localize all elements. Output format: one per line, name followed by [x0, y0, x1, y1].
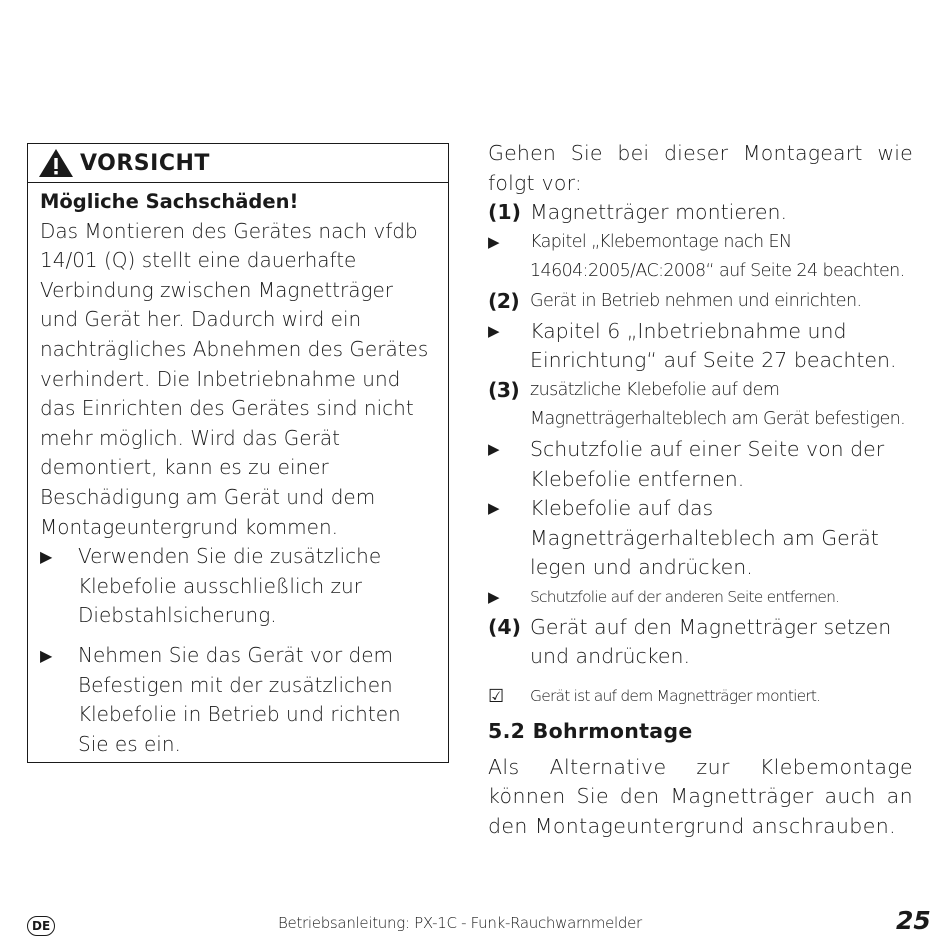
- section-text: Als Alternative zur Klebemontage können Sie den Magnetträger auch an den Montageuntergrund anschrauben.: [488, 754, 913, 839]
- footer-title: Betriebsanleitung: PX-1C - Funk-Rauchwarnmelder: [278, 914, 642, 932]
- warning-bullet: ▶ Verwenden Sie die zusätzliche Klebefolie ausschließlich zur Diebstahlsicherung.: [40, 544, 382, 628]
- bullet-arrow-icon: ▶: [40, 547, 53, 567]
- section-heading: 5.2 Bohrmontage: [488, 719, 693, 744]
- step-2-bullet: ▶ Kapitel 6 „Inbetriebnahme und Einrichtung“ auf Seite 27 beachten.: [488, 318, 897, 373]
- bullet-arrow-icon: ▶: [40, 645, 53, 665]
- bullet-arrow-icon: ▶: [488, 232, 499, 251]
- warning-text: Das Montieren des Gerätes nach vfdb 14/01 (Q) stellt eine dauerhafte Verbindung zwischen Magnetträger und Gerät her. Dadurch wird ein nachträgliches Abnehmen des Gerätes verhindert. Die Inbetriebnahme und das Einrichten des Gerätes sind nicht mehr möglich. Wird das Gerät demontiert, kann es zu einer Beschädigung am Gerät und dem Montageuntergrund kommen.: [40, 218, 429, 539]
- bullet-arrow-icon: ▶: [488, 321, 500, 340]
- step-3-bullet: ▶ Schutzfolie auf einer Seite von der Klebefolie entfernen.: [488, 436, 885, 491]
- step-3-bullet: ▶ Schutzfolie auf der anderen Seite entfernen.: [488, 583, 913, 613]
- warning-header: [28, 144, 448, 183]
- warning-subtitle: Mögliche Sachschäden!: [40, 190, 299, 213]
- language-badge: DE: [27, 916, 55, 936]
- warning-triangle-icon: [38, 148, 74, 178]
- step-2: (2) Gerät in Betrieb nehmen und einrichten.: [488, 288, 862, 313]
- bullet-arrow-icon: ▶: [488, 587, 499, 606]
- warning-box: [27, 143, 449, 763]
- bullet-arrow-icon: ▶: [488, 499, 500, 518]
- step-3: (3) zusätzliche Klebefolie auf dem Magnetträgerhalteblech am Gerät befestigen.: [488, 377, 906, 430]
- warning-body: [28, 183, 448, 759]
- warning-bullet: ▶ Nehmen Sie das Gerät vor dem Befestigen mit der zusätzlichen Klebefolie in Betrieb und richten Sie es ein.: [40, 642, 401, 756]
- page-number: 25: [896, 906, 931, 935]
- bullet-arrow-icon: ▶: [488, 439, 500, 458]
- checkbox-checked-icon: ☑: [488, 685, 504, 707]
- warning-title: VORSICHT: [80, 150, 210, 176]
- intro-text: Gehen Sie bei dieser Montageart wie folgt vor:: [488, 141, 913, 195]
- right-column: [488, 139, 913, 842]
- step-1: (1) Magnetträger montieren.: [488, 200, 788, 225]
- step-3-bullet: ▶ Klebefolie auf das Magnetträgerhalteblech am Gerät legen und andrücken.: [488, 496, 879, 580]
- step-4: (4) Gerät auf den Magnetträger setzen und andrücken.: [488, 614, 892, 669]
- warning-bullets: [40, 542, 436, 759]
- result-line: ☑ Gerät ist auf dem Magnetträger montiert.: [488, 682, 913, 712]
- step-1-bullet: ▶ Kapitel „Klebemontage nach EN 14604:2005/AC:2008“ auf Seite 24 beachten.: [488, 228, 913, 287]
